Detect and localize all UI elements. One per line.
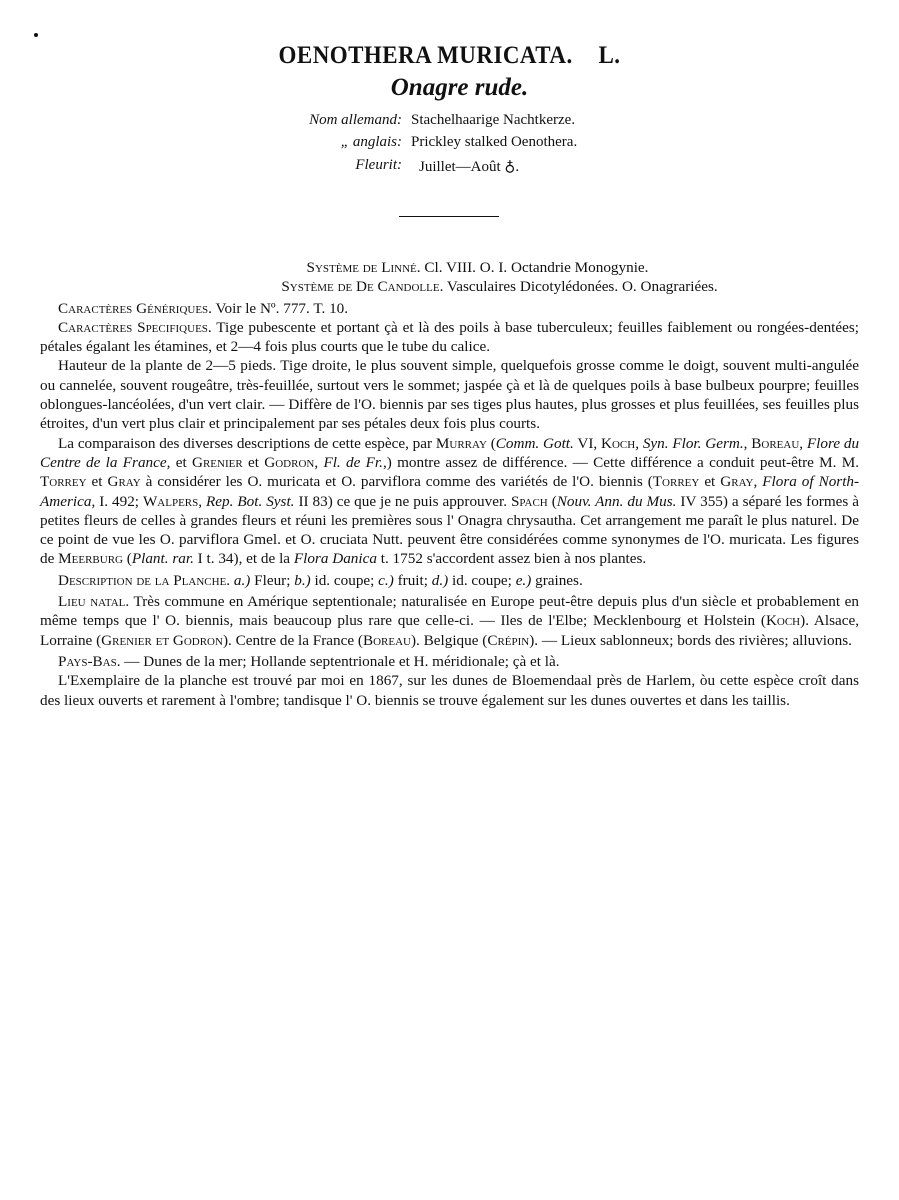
text-run: Gray	[720, 473, 754, 491]
text-run: Torrey	[40, 473, 87, 491]
text-run: id. coupe;	[452, 571, 512, 589]
text-run: et	[247, 453, 259, 471]
text-run: ,	[314, 453, 319, 471]
text-run: ). — Lieux sablonneux; bords des rivières; alluvions.	[529, 631, 852, 649]
pb-label: Pays-Bas.	[58, 652, 121, 670]
paragraph-comparison	[40, 434, 859, 569]
text-run: ). Belgique (	[410, 631, 488, 649]
text-run: Flora of North-America	[40, 473, 860, 510]
text-run: ). Alsace, Lorraine (	[40, 612, 859, 649]
text-run: Plant. rar.	[131, 550, 194, 568]
english-name-row	[0, 134, 899, 156]
spec-label: Caractères Specifiques.	[58, 318, 212, 336]
text-run: (	[126, 550, 132, 568]
text-run: I t. 34), et de la	[197, 550, 291, 568]
text-run: (	[551, 492, 557, 510]
text-run: graines.	[535, 571, 583, 589]
text-run: Boreau	[751, 434, 800, 452]
text-run: VI,	[577, 434, 598, 452]
text-run: id. coupe;	[314, 571, 375, 589]
specific-characters	[40, 318, 859, 357]
text-run: Très commune en Amérique septentionale; naturalisée en Europe peut-être depuis plus d'un siècle et probablement en même temps que l' O. biennis, mais beaucoup plus rare que celle-ci. — Iles de l'Elbe; Mecklenbourg et Holstein (	[40, 593, 860, 630]
spec-text: Tige pubescente et portant çà et là des poils à base tuberculeux; feuilles faiblement ou rongées-dentées; pétales égalant les étamines, et 2—4 fois plus courts que le tube du calice.	[40, 318, 859, 356]
gen-text: Voir le Nº. 777. T. 10.	[215, 299, 349, 317]
text-run: Comm. Gott.	[495, 434, 574, 452]
native-range	[40, 592, 859, 650]
text-run: ,	[753, 473, 758, 491]
text-run: et	[91, 473, 103, 491]
main-text	[40, 258, 859, 710]
german-value: Stachelhaarige Nachtkerze.	[411, 112, 576, 128]
paragraph-hauteur: Hauteur de la plante de 2—5 pieds. Tige droite, le plus souvent simple, quelquefois grosse comme le doigt, souvent multi-angulée ou cannelée, souvent rougeâtre, très-feuillée, surtout vers le sommet; jaspée çà et là de quelques poils à base bulbeux pourpre; feuilles oblongues-lancéolées, d'un vert clair. — Diffère de l'O. biennis par ses tiges plus hautes, plus grosses et plus feuillées, ses feuilles plus étroites, d'un vert plus clair et principalement par ses pétales deux fois plus courts.	[40, 357, 859, 433]
text-run: Meerburg	[58, 550, 123, 568]
title-author: L.	[598, 42, 621, 69]
netherlands-range	[40, 652, 859, 671]
text-run: d.)	[431, 571, 449, 589]
gen-label: Caractères Génériques.	[58, 299, 212, 317]
text-run: Crépin	[487, 631, 530, 649]
generic-characters	[40, 299, 859, 318]
text-run: Fleur;	[254, 571, 291, 589]
text-run: Rep. Bot. Syst.	[206, 492, 295, 510]
system-linne	[40, 258, 859, 277]
linne-value: Cl. VIII. O. I. Octandrie Monogynie.	[424, 259, 649, 276]
text-run: II 83) ce que je ne puis approuver.	[298, 492, 507, 510]
text-run: Gray	[107, 473, 141, 491]
text-run: Grenier	[192, 453, 243, 471]
text-run: (	[490, 434, 496, 452]
german-label: Nom allemand:	[309, 112, 402, 128]
text-run: a.)	[233, 571, 251, 589]
flowering-value: Juillet—Août ♁.	[419, 159, 520, 175]
text-run: et	[704, 473, 716, 491]
text-run: Boreau	[362, 631, 411, 649]
ink-dot	[34, 33, 38, 37]
candolle-value: Vasculaires Dicotylédonées. O. Onagrariées.	[446, 278, 718, 296]
text-run: IV 355) a séparé les formes à petites fleurs de celles à grandes fleurs et réuni les premières sous l' Onagra chrysautha. Cet arrangement me paraît le plus naturel. De ce point de vue les O. parviflora Gmel. et O. cruciata Nutt. peuvent être considérées comme synonymes de l'O. muricata. Les figures de	[40, 492, 860, 568]
text-run: Koch	[601, 434, 636, 452]
text-run: à considérer les O. muricata et O. parviflora comme des variétés de l'O. biennis (	[145, 473, 653, 491]
specimen-paragraph: L'Exemplaire de la planche est trouvé par moi en 1867, sur les dunes de Bloemendaal près de Harlem, òu cette espèce croît dans des lieux ouverts et rarement à l'ombre; tandisque l' O. biennis se trouve également sur les dunes ouvertes et dans les taillis.	[40, 672, 859, 709]
text-run: Flore du Centre de la France,	[40, 434, 860, 471]
text-run: Spach	[510, 492, 548, 510]
text-run: La comparaison des diverses descriptions de cette espèce, par	[58, 434, 433, 452]
page-subtitle: Onagre rude.	[390, 74, 529, 101]
page-title	[36, 42, 863, 70]
text-run: Godron	[264, 453, 315, 471]
plate-description	[40, 571, 859, 590]
divider-rule	[399, 216, 499, 217]
title-latin: OENOTHERA MURICATA.	[278, 42, 573, 69]
english-label: „ anglais:	[340, 134, 402, 150]
text-run: ). Centre de la France (	[222, 631, 363, 649]
text-run: e.)	[515, 571, 532, 589]
text-run: ,) montre assez de différence. — Cette différence a conduit peut-être M. M.	[382, 453, 860, 471]
text-run: Koch	[765, 612, 801, 630]
pb-text: — Dunes de la mer; Hollande septentrionale et H. méridionale; çà et là.	[124, 652, 560, 670]
german-name-row	[0, 112, 899, 134]
text-run: fruit;	[397, 571, 428, 589]
text-run: b.)	[294, 571, 311, 589]
text-run: ,	[799, 434, 804, 452]
text-run: et	[175, 453, 187, 471]
text-run: , I. 492;	[91, 492, 140, 510]
text-run: Nouv. Ann. du Mus.	[556, 492, 677, 510]
desc-label: Description de la Planche.	[58, 571, 231, 589]
candolle-label: Système de De Candolle.	[281, 278, 444, 296]
text-run: Grenier et Godron	[101, 631, 223, 649]
text-run: Torrey	[652, 473, 700, 491]
text-run: t. 1752 s'accordent assez bien à nos plantes.	[380, 550, 647, 568]
text-run: Murray	[435, 434, 487, 452]
text-run: ,	[198, 492, 203, 510]
flowering-label: Fleurit:	[355, 157, 402, 173]
text-run: Flora Danica	[293, 550, 377, 568]
text-run: Fl. de Fr.	[323, 453, 383, 471]
text-run: c.)	[378, 571, 394, 589]
lieu-label: Lieu natal.	[58, 593, 130, 611]
text-run: Syn. Flor. Germ.	[642, 434, 744, 452]
linne-label: Système de Linné.	[306, 259, 421, 276]
text-run: Walpers	[142, 492, 199, 510]
english-value: Prickley stalked Oenothera.	[411, 134, 578, 150]
flowering-row	[0, 157, 899, 179]
text-run: ,	[743, 434, 748, 452]
text-run: ,	[635, 434, 639, 452]
system-candolle	[40, 277, 859, 296]
